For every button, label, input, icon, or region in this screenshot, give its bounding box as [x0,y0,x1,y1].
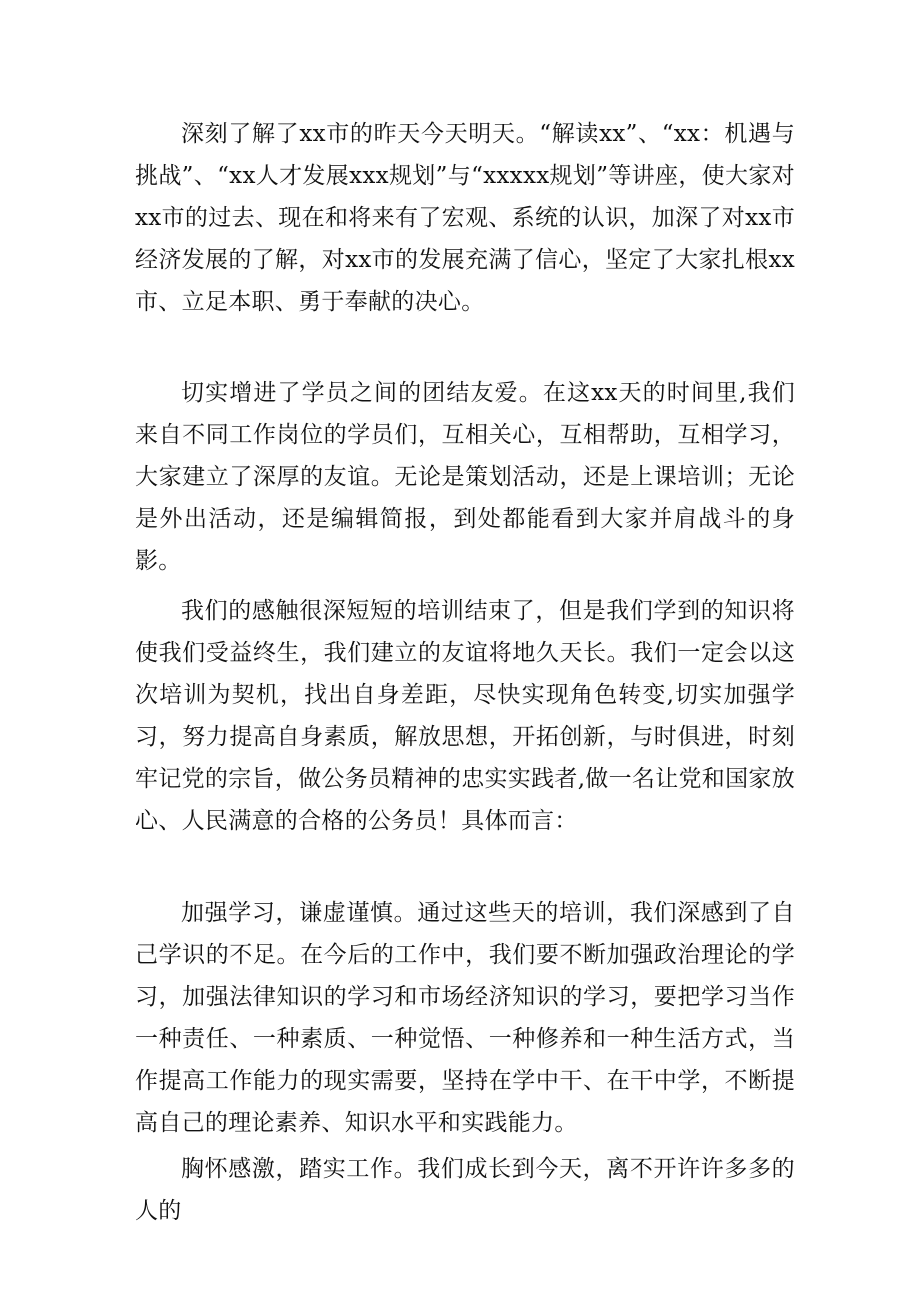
paragraph-understanding-city: 深刻了解了xx市的昨天今天明天。“解读xx”、“xx：机遇与挑战”、“xx人才发展xxx规划”与“xxxxx规划”等讲座，使大家对xx市的过去、现在和将来有了宏观、系统的认识，加深了对xx市经济发展的了解，对xx市的发展充满了信心，坚定了大家扎根xx市、立足本职、勇于奉献的决心。 [135,121,795,315]
paragraph-unity-friendship: 切实增进了学员之间的团结友爱。在这xx天的时间里,我们来自不同工作岗位的学员们，互相关心，互相帮助，互相学习，大家建立了深厚的友谊。无论是策划活动，还是上课培训；无论是外出活动，还是编辑简报，到处都能看到大家并肩战斗的身影。 [135,380,795,574]
paragraph-gratitude-work: 胸怀感激，踏实工作。我们成长到今天，离不开许许多多的人的 [135,1156,795,1224]
paragraph-deep-impressions: 我们的感触很深短短的培训结束了，但是我们学到的知识将使我们受益终生，我们建立的友谊将地久天长。我们一定会以这次培训为契机，找出自身差距，尽快实现角色转变,切实加强学习，努力提高自身素质，解放思想，开拓创新，与时俱进，时刻牢记党的宗旨，做公务员精神的忠实实践者,做一名让党和国家放心、人民满意的合格的公务员！具体而言： [135,598,796,834]
paragraph-strengthen-study: 加强学习，谦虚谨慎。通过这些天的培训，我们深感到了自己学识的不足。在今后的工作中，我们要不断加强政治理论的学习，加强法律知识的学习和市场经济知识的学习，要把学习当作一种责任、一种素质、一种觉悟、一种修养和一种生活方式，当作提高工作能力的现实需要，坚持在学中干、在干中学，不断提高自己的理论素养、知识水平和实践能力。 [135,900,795,1136]
